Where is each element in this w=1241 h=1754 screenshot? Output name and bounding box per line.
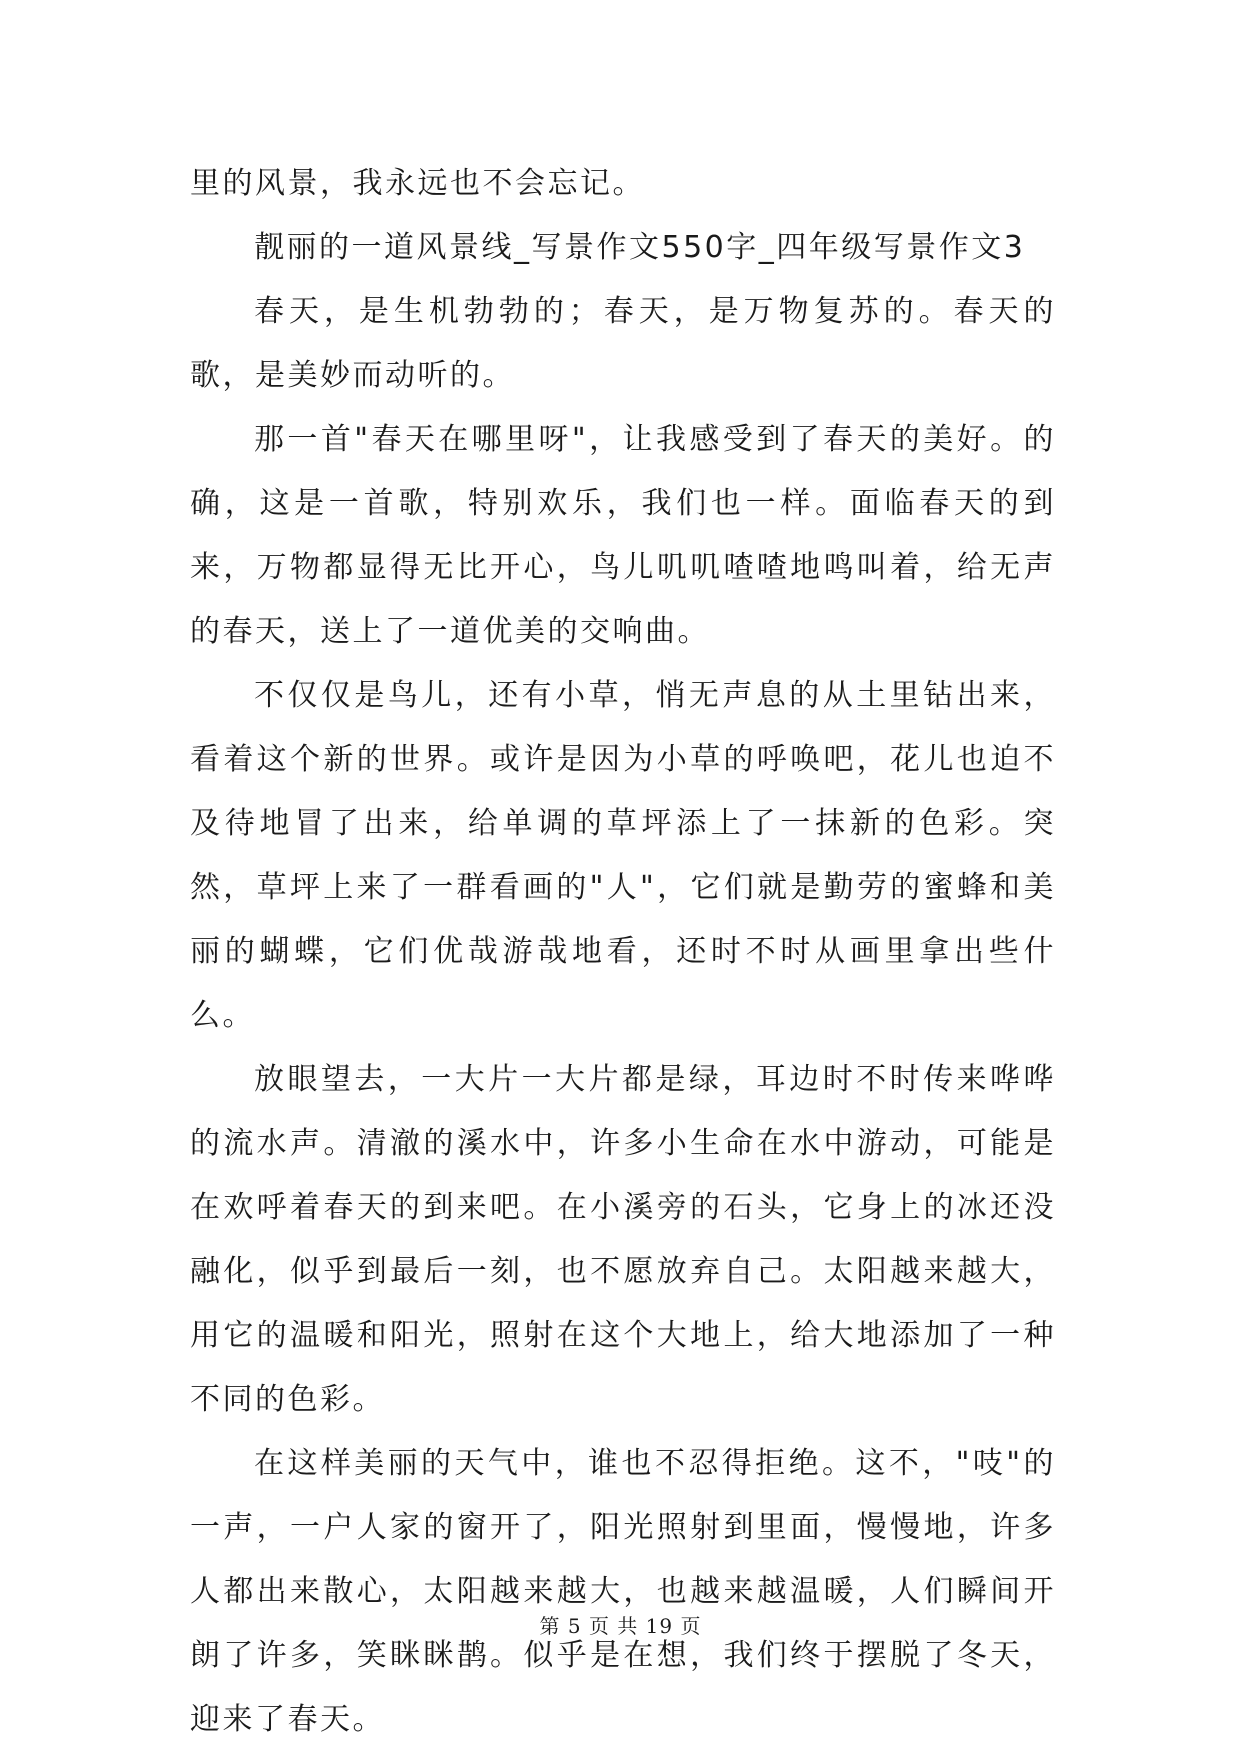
page-number-footer: 第 5 页 共 19 页 [539,1614,702,1638]
paragraph: 不仅仅是鸟儿，还有小草，悄无声息的从土里钻出来，看着这个新的世界。或许是因为小草的呼唤吧，花儿也迫不及待地冒了出来，给单调的草坪添上了一抹新的色彩。突然，草坪上来了一群看画的"人"，它们就是勤劳的蜜蜂和美丽的蝴蝶，它们优哉游哉地看，还时不时从画里拿出些什么。 [190,678,1056,1033]
article-title: 靓丽的一道风景线_写景作文550字_四年级写景作文3 [254,230,1026,265]
paragraph: 那一首"春天在哪里呀"，让我感受到了春天的美好。的确，这是一首歌，特别欢乐，我们也一样。面临春天的到来，万物都显得无比开心，鸟儿叽叽喳喳地鸣叫着，给无声的春天，送上了一道优美的交响曲。 [190,422,1056,649]
paragraph-continuation: 里的风景，我永远也不会忘记。 [190,166,645,201]
paragraph: 春天，是生机勃勃的；春天，是万物复苏的。春天的歌，是美妙而动听的。 [190,294,1056,393]
paragraph: 在这样美丽的天气中，谁也不忍得拒绝。这不，"吱"的一声，一户人家的窗开了，阳光照射到里面，慢慢地，许多人都出来散心，太阳越来越大，也越来越温暖，人们瞬间开朗了许多，笑眯眯鹊。似乎是在想，我们终于摆脱了冬天，迎来了春天。 [190,1446,1056,1737]
paragraph: 放眼望去，一大片一大片都是绿，耳边时不时传来哗哗的流水声。清澈的溪水中，许多小生命在水中游动，可能是在欢呼着春天的到来吧。在小溪旁的石头，它身上的冰还没融化，似乎到最后一刻，也不愿放弃自己。太阳越来越大，用它的温暖和阳光，照射在这个大地上，给大地添加了一种不同的色彩。 [190,1062,1056,1417]
document-body [190,152,1056,1752]
